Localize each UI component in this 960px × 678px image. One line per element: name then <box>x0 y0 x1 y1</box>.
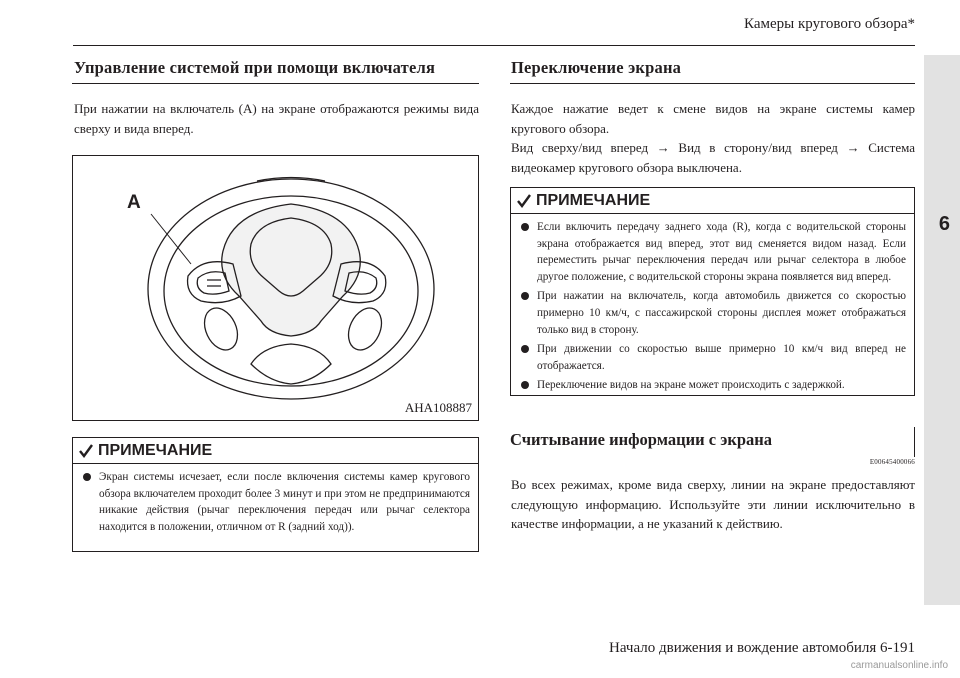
check-note-icon <box>79 444 93 458</box>
left-section-title: Управление системой при помощи включателя <box>74 58 436 77</box>
check-note-icon <box>517 194 531 208</box>
bullet-icon <box>83 473 91 481</box>
right-paragraph-3: Во всех режимах, кроме вида сверху, линии на экране предоставляют следующую информацию. Используйте эти линии исключительно в качестве информации, а не указаний к действию. <box>511 477 915 531</box>
bullet-icon <box>521 345 529 353</box>
right-note-title: ПРИМЕЧАНИЕ <box>536 191 651 209</box>
list-item <box>519 219 906 285</box>
header-rule <box>73 45 915 46</box>
right-paragraph-2: Вид сверху/вид вперед → Вид в сторону/вид вперед → Система видеокамер кругового обзора выключена. <box>511 140 915 175</box>
chapter-side-tab <box>924 55 960 605</box>
left-note-box <box>72 437 479 552</box>
list-item-text: Если включить передачу заднего хода (R), когда с водительской стороны экрана отображается вид вперед, этот вид сменяется видом назад. Если переместить рычаг переключения передач или рычаг селектора в любое другое положение, с водительской стороны экрана появляется вид вперед. <box>537 221 906 283</box>
watermark-text: carmanualsonline.info <box>850 660 948 671</box>
left-section-rule <box>72 83 479 84</box>
subsection-title-box <box>510 427 915 457</box>
list-item-text: При движении со скоростью выше примерно 10 км/ч вид вперед не отображается. <box>537 343 906 372</box>
steering-wheel-figure <box>72 155 479 421</box>
left-intro-paragraph: При нажатии на включатель (A) на экране отображаются режимы вида сверху и вида вперед. <box>74 101 479 136</box>
list-item-text: Экран системы исчезает, если после включения системы камер кругового обзора включателем проходит более 3 минут и при этом не предпринимаются никакие действия (рычаг переключения передач или рычаг селектора находится в положении, отличном от R (задний ход)). <box>99 471 470 533</box>
figure-callout-label-a: A <box>127 192 141 213</box>
subsection-title: Считывание информации с экрана <box>510 430 773 449</box>
right-note-box <box>510 187 915 396</box>
list-item <box>81 469 470 535</box>
left-note-header <box>73 438 478 464</box>
figure-code: AHA108887 <box>404 400 472 415</box>
right-paragraph-1: Каждое нажатие ведет к смене видов на экране системы камер кругового обзора. <box>511 101 915 136</box>
right-note-list <box>511 214 914 401</box>
bullet-icon <box>521 292 529 300</box>
bullet-icon <box>521 381 529 389</box>
list-item-text: При нажатии на включатель, когда автомобиль движется со скоростью примерно 10 км/ч, с пассажирской стороны дисплея может отображаться только вид в сторону. <box>537 290 906 336</box>
right-section-title: Переключение экрана <box>511 58 682 77</box>
right-note-header <box>511 188 914 214</box>
left-note-list <box>73 464 478 542</box>
page-header-title: Камеры кругового обзора* <box>744 16 915 32</box>
list-item <box>519 341 906 374</box>
subsection-code: E00645400066 <box>869 458 915 466</box>
chapter-number: 6 <box>938 213 950 235</box>
list-item <box>519 377 906 394</box>
left-note-title: ПРИМЕЧАНИЕ <box>98 441 213 459</box>
list-item-text: Переключение видов на экране может происходить с задержкой. <box>537 379 845 392</box>
list-item <box>519 288 906 338</box>
page-footer: Начало движения и вождение автомобиля 6-191 <box>609 640 915 656</box>
right-section-rule <box>510 83 915 84</box>
bullet-icon <box>521 223 529 231</box>
